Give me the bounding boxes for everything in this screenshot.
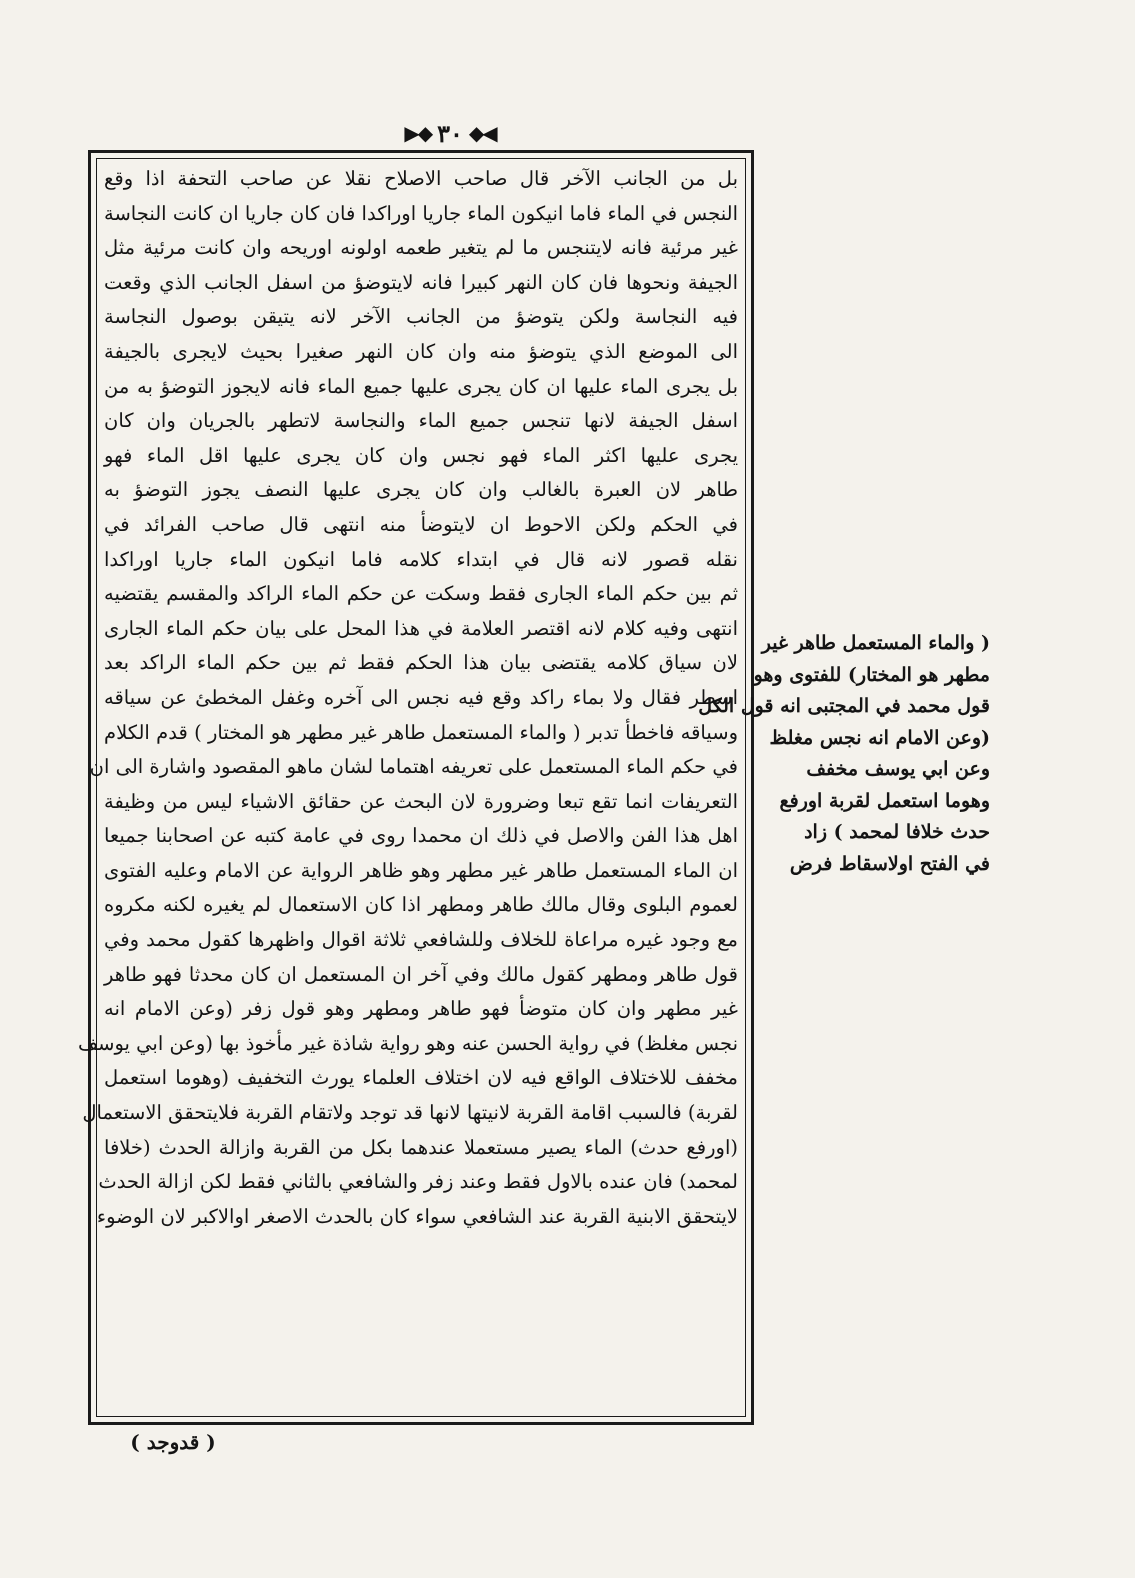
text-line: الجيفة ونحوها فان كان النهر كبيرا فانه لايتوضؤ من اسفل الجانب الذي وقعت (104, 270, 738, 294)
text-line: اهل هذا الفن والاصل في ذلك ان محمدا روى في عامة كتبه عن اصحابنا جميعا (104, 824, 738, 848)
marginal-note-line: مطهر هو المختار) للفتوى وهو (753, 663, 990, 686)
main-text-block (77, 162, 738, 1412)
text-line: النجس في الماء فاما انيكون الماء جاريا اوراكدا فان كان جاريا ان كانت النجاسة (104, 201, 738, 225)
text-line: لمحمد) فان عنده بالاول فقط وعند زفر والشافعي بالثاني فقط لكن ازالة الحدث (98, 1170, 738, 1194)
text-line: انتهى وفيه كلام لانه اقتصر العلامة في هذا المحل على بيان حكم الماء الجارى (104, 616, 738, 640)
marginal-note-line: وعن ابي يوسف مخفف (806, 758, 990, 780)
right-ornament-icon: ◆▶ (404, 121, 432, 145)
text-line: اسفل الجيفة لانها تنجس جميع الماء والنجاسة لاتطهر بالجريان وان كان (104, 409, 738, 433)
text-line: لعموم البلوى وقال مالك طاهر ومطهر اذا كان الاستعمال لم يغيره لكنه مكروه (104, 893, 738, 917)
text-line: الى الموضع الذي يتوضؤ منه وان كان النهر صغيرا بحيث لايجرى بالجيفة (104, 339, 738, 363)
text-line: يجرى عليها اكثر الماء فهو نجس وان كان يجرى عليها اقل الماء فهو (104, 443, 738, 467)
left-ornament-icon: ◀◆ (468, 121, 496, 145)
text-line: وسياقه فاخطأ تدبر ( والماء المستعمل طاهر غير مطهر هو المختار ) قدم الكلام (104, 720, 738, 744)
text-line: ان الماء المستعمل طاهر غير مطهر وهو ظاهر الرواية عن الامام وعليه الفتوى (104, 858, 738, 882)
text-line: لايتحقق الابنية القربة عند الشافعي سواء كان بالحدث الاصغر اوالاكبر لان الوضوء (96, 1204, 738, 1228)
text-line: نقله قصور لانه قال في ابتداء كلامه فاما انيكون الماء جاريا اوراكدا (104, 547, 738, 571)
text-line: التعريفات انما تقع تبعا وضرورة لان البحث عن حقائق الاشياء ليس من وظيفة (104, 789, 738, 813)
text-line: (اورفع حدث) الماء يصير مستعملا عندهما بكل من القربة وازالة الحدث (خلافا (104, 1135, 738, 1159)
text-line: لان سياق كلامه يقتضى بيان هذا الحكم فقط ثم بين حكم الماء الراكد بعد (104, 651, 738, 675)
page-number-value: ٣٠ (437, 118, 463, 148)
marginal-note-line: في الفتح اولاسقاط فرض (789, 852, 990, 875)
marginal-note-line: قول محمد في المجتبى انه قول الكل (698, 695, 990, 717)
marginal-note-line: (وعن الامام انه نجس مغلظ (769, 726, 990, 749)
marginal-note-line: حدث خلافا لمحمد ) زاد (804, 821, 990, 843)
text-line: في حكم الماء المستعمل على تعريفه اهتماما لشان ماهو المقصود واشارة الى ان (89, 755, 738, 779)
text-line: ثم بين حكم الماء الجارى فقط وسكت عن حكم الماء الراكد والمقسم يقتضيه (104, 582, 738, 606)
text-line: طاهر لان العبرة بالغالب وان كان يجرى عليها النصف يجوز التوضؤ به (104, 478, 738, 502)
marginal-note-line: وهوما استعمل لقربة اورفع (779, 789, 990, 812)
text-line: نجس مغلظ) في رواية الحسن عنه وهو رواية شاذة غير مأخوذ بها (وعن ابي يوسف (77, 1031, 738, 1055)
marginal-note (698, 628, 990, 958)
page-number (380, 118, 520, 148)
marginal-note-line: ( والماء المستعمل طاهر غير (761, 632, 990, 654)
text-line: قول طاهر ومطهر كقول مالك وفي آخر ان المستعمل ان كان محدثا فهو طاهر (104, 962, 738, 986)
text-line: مع وجود غيره مراعاة للخلاف وللشافعي ثلاثة اقوال واظهرها كقول محمد وفي (104, 928, 738, 952)
text-line: اسطر فقال ولا بماء راكد وقع فيه نجس الى آخره وغفل المخطئ عن سياقه (104, 685, 738, 709)
text-line: بل يجرى الماء عليها ان كان يجرى عليها جميع الماء فانه لايجوز التوضؤ به من (104, 374, 738, 398)
text-line: غير مرئية فانه لايتنجس ما لم يتغير طعمه اولونه اوريحه وان كانت مرئية مثل (104, 236, 738, 260)
text-line: مخفف للاختلاف الواقع فيه لان اختلاف العلماء يورث التخفيف (وهوما استعمل (104, 1066, 738, 1090)
text-line: بل من الجانب الآخر قال صاحب الاصلاح نقلا عن صاحب التحفة اذا وقع (104, 167, 738, 190)
text-line: غير مطهر وان كان متوضأ فهو طاهر ومطهر وهو قول زفر (وعن الامام انه (104, 997, 738, 1021)
text-line: لقربة) فالسبب اقامة القربة لانيتها لانها قد توجد ولاتقام القربة فلايتحقق الاستعمال (82, 1101, 738, 1125)
text-line: في الحكم ولكن الاحوط ان لايتوضأ منه انتهى قال صاحب الفرائد في (104, 512, 738, 536)
text-line: فيه النجاسة ولكن يتوضؤ من الجانب الآخر لانه يتيقن بوصول النجاسة (104, 305, 738, 329)
catchword: ( قدوجد ) (130, 1430, 216, 1454)
